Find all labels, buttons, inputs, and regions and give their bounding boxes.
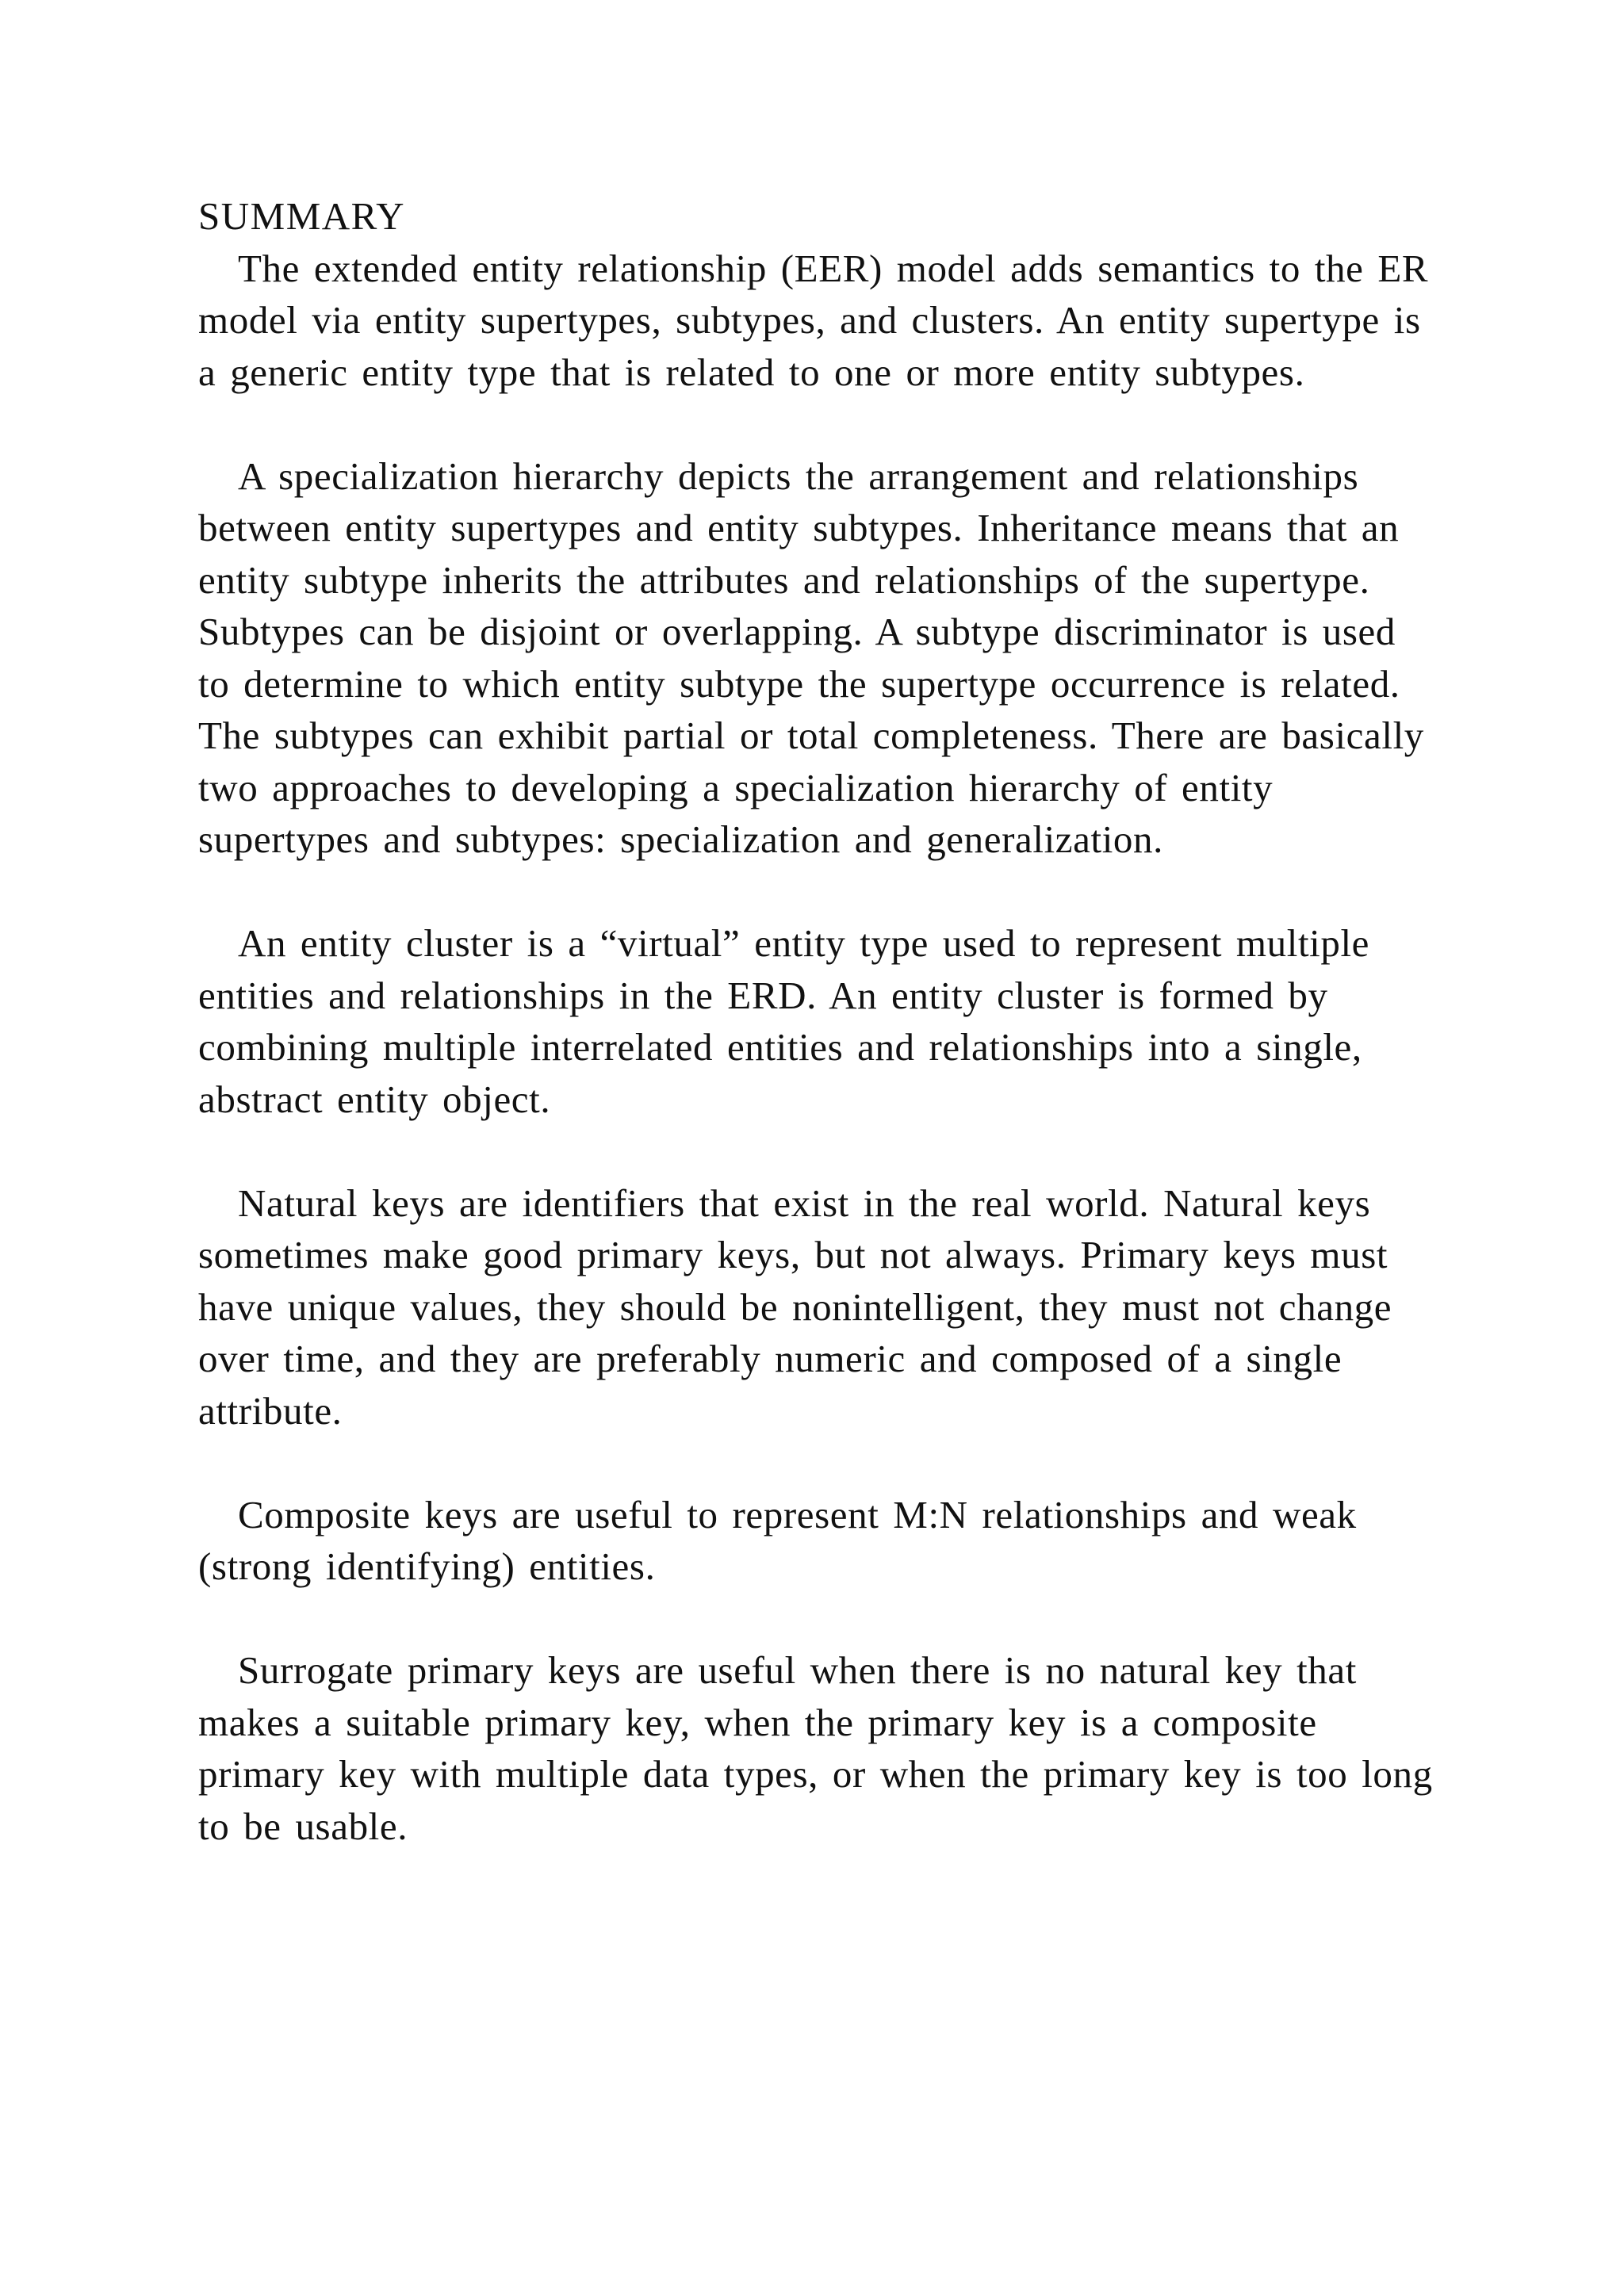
paragraph-natural-keys: Natural keys are identifiers that exist in the real world. Natural keys sometimes make good primary keys, but not always. Primary keys must have unique values, they should be nonintelligent, they must not change over time, and they are preferably numeric and composed of a single attribute. (198, 1181, 1392, 1433)
paragraph-surrogate-keys: Surrogate primary keys are useful when there is no natural key that makes a suitable primary key, when the primary key is a composite primary key with multiple data types, or when the primary key is too long to be usable. (198, 1648, 1433, 1848)
paragraph-specialization-hierarchy: A specialization hierarchy depicts the arrangement and relationships between entity supertypes and entity subtypes. Inheritance means that an entity subtype inherits the attributes and relationships of the supertype. Subtypes can be disjoint or overlapping. A subtype discriminator is used to determine to which entity subtype the supertype occurrence is related. The subtypes can exhibit partial or total completeness. There are basically two approaches to developing a specialization hierarchy of entity supertypes and subtypes: specialization and generalization. (198, 453, 1424, 861)
paragraph-eer-model: The extended entity relationship (EER) model adds semantics to the ER model via entity supertypes, subtypes, and clusters. An entity supertype is a generic entity type that is related to one or more entity subtypes. (198, 246, 1429, 394)
summary-heading: SUMMARY (198, 194, 406, 238)
document-body (198, 190, 1435, 1852)
paragraph-composite-keys: Composite keys are useful to represent M:N relationships and weak (strong identifying) entities. (198, 1492, 1357, 1588)
paragraph-entity-cluster: An entity cluster is a “virtual” entity type used to represent multiple entities and relationships in the ERD. An entity cluster is formed by combining multiple interrelated entities and relationships into a single, abstract entity object. (198, 921, 1370, 1121)
